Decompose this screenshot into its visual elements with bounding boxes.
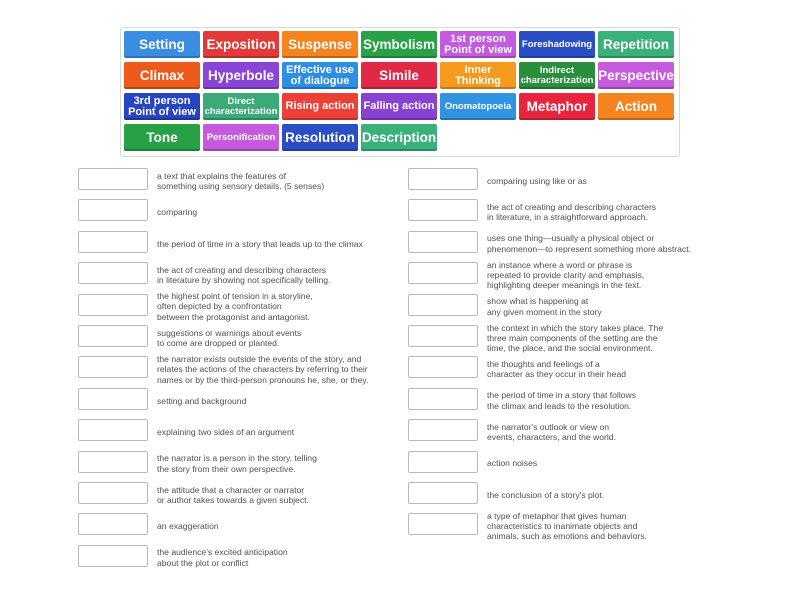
word-bank [120, 27, 680, 157]
clue-text: the context in which the story takes place. The three main components of the setting are the time, the place, and the social environment. [487, 322, 664, 354]
clue-text: explaining two sides of an argument [157, 426, 295, 437]
drop-slot[interactable] [78, 545, 148, 567]
drop-slot[interactable] [78, 325, 148, 347]
clue-text: the narrator is a person in the story, telling the story from their own perspective. [157, 453, 317, 474]
drop-slot[interactable] [408, 356, 478, 378]
clue-text: the highest point of tension in a storyline, often depicted by a confrontation between the protagonist and antagonist. [157, 291, 313, 322]
clue-row [78, 262, 408, 293]
clue-text: a type of metaphor that gives human characteristics to inanimate objects and animals, such as emotions and behaviors. [487, 510, 648, 542]
clue-text: a text that explains the features of something using sensory details. (5 senses) [157, 170, 325, 191]
answer-tile[interactable]: Tone [124, 124, 200, 151]
answer-tile[interactable]: Setting [124, 31, 200, 58]
drop-slot[interactable] [78, 199, 148, 221]
clue-row [408, 482, 738, 513]
drop-slot[interactable] [408, 199, 478, 221]
clue-row [78, 325, 408, 356]
drop-slot[interactable] [78, 451, 148, 473]
clue-text: the narrator's outlook or view on events, characters, and the world. [487, 421, 616, 443]
clue-row [78, 168, 408, 199]
drop-slot[interactable] [408, 513, 478, 535]
clue-row [408, 510, 738, 544]
drop-slot[interactable] [78, 294, 148, 316]
drop-slot[interactable] [408, 419, 478, 441]
clue-text: an exaggeration [157, 521, 219, 532]
clue-text: show what is happening at any given moment in the story [487, 296, 602, 317]
clue-row [78, 199, 408, 230]
clue-row [78, 451, 408, 482]
answer-tile[interactable]: Metaphor [519, 93, 595, 120]
answer-tile[interactable]: Personification [203, 124, 279, 151]
answer-tile[interactable]: Indirect characterization [519, 62, 595, 89]
clue-text: the period of time in a story that leads up to the climax [157, 238, 363, 249]
answer-tile[interactable]: Perspective [598, 62, 674, 89]
answer-tile[interactable]: 1st person Point of view [440, 31, 516, 58]
drop-slot[interactable] [78, 482, 148, 504]
answer-tile[interactable]: Description [361, 124, 437, 151]
clue-row [408, 451, 738, 482]
drop-slot[interactable] [408, 262, 478, 284]
answer-tile[interactable]: Simile [361, 62, 437, 89]
clue-row [408, 356, 738, 387]
clue-row [78, 482, 408, 513]
answer-tile[interactable]: Onomatopoeia [440, 93, 516, 120]
drop-slot[interactable] [408, 168, 478, 190]
clue-text: the act of creating and describing characters in literature, in a straightforward approach. [487, 202, 657, 223]
clue-row [78, 388, 408, 419]
clue-row [78, 291, 408, 325]
clue-row [408, 231, 738, 262]
drop-slot[interactable] [408, 451, 478, 473]
drop-slot[interactable] [408, 325, 478, 347]
answer-tile[interactable]: 3rd person Point of view [124, 93, 200, 120]
answer-tile[interactable]: Foreshadowing [519, 31, 595, 58]
drop-slot[interactable] [78, 356, 148, 378]
answer-tile[interactable]: Inner Thinking [440, 62, 516, 89]
clue-row [78, 419, 408, 450]
drop-slot[interactable] [408, 294, 478, 316]
clue-text: the act of creating and describing characters in literature by showing not specifically telling. [157, 264, 331, 286]
clue-row [78, 513, 408, 544]
clue-text: suggestions or warnings about events to come are dropped or planted. [157, 327, 302, 348]
clue-row [78, 545, 408, 576]
answer-tile[interactable]: Falling action [361, 93, 437, 120]
drop-slot[interactable] [408, 482, 478, 504]
clue-text: the period of time in a story that follows the climax and leads to the resolution. [487, 390, 637, 411]
clue-text: action noises [487, 458, 538, 469]
answer-tile[interactable]: Direct characterization [203, 93, 279, 120]
clue-column-right [408, 168, 738, 545]
clue-row [408, 322, 738, 356]
clue-text: the audience's excited anticipation about the plot or conflict [157, 547, 288, 568]
answer-tile[interactable]: Hyperbole [203, 62, 279, 89]
answer-tile[interactable]: Repetition [598, 31, 674, 58]
clue-text: the narrator exists outside the events of the story, and relates the actions of the characters by referring to their names or by the third-person pronouns he, she, or they. [157, 353, 369, 385]
clue-text: the conclusion of a story's plot. [487, 489, 605, 500]
clue-row [408, 168, 738, 199]
drop-slot[interactable] [408, 388, 478, 410]
clue-row [78, 231, 408, 262]
answer-tile[interactable]: Exposition [203, 31, 279, 58]
answer-tile[interactable]: Rising action [282, 93, 358, 120]
answer-tile[interactable]: Effective use of dialogue [282, 62, 358, 89]
word-bank-tiles [124, 31, 679, 154]
drop-slot[interactable] [78, 388, 148, 410]
clue-text: comparing using like or as [487, 175, 587, 186]
clue-row [408, 388, 738, 419]
drop-slot[interactable] [78, 231, 148, 253]
drop-slot[interactable] [408, 231, 478, 253]
clue-row [78, 353, 408, 387]
clue-row [408, 259, 738, 293]
answer-tile[interactable]: Symbolism [361, 31, 437, 58]
clue-column-left [78, 168, 408, 576]
clue-text: comparing [157, 207, 198, 218]
clue-row [408, 419, 738, 450]
clue-text: the attitude that a character or narrator or author takes towards a given subject. [157, 484, 309, 505]
clue-row [408, 294, 738, 325]
drop-slot[interactable] [78, 513, 148, 535]
answer-tile[interactable]: Climax [124, 62, 200, 89]
drop-slot[interactable] [78, 168, 148, 190]
clue-row [408, 199, 738, 230]
clue-text: an instance where a word or phrase is repeated to provide clarity and emphasis, highlighting deeper meanings in the text. [487, 259, 645, 291]
clue-text: uses one thing—usually a physical object or phenomenon—to represent something more abstract. [487, 233, 691, 254]
answer-tile[interactable]: Resolution [282, 124, 358, 151]
drop-slot[interactable] [78, 419, 148, 441]
drop-slot[interactable] [78, 262, 148, 284]
answer-tile[interactable]: Action [598, 93, 674, 120]
clue-text: the thoughts and feelings of a character as they occur in their head [487, 359, 627, 380]
clue-text: setting and background [157, 395, 247, 406]
answer-tile[interactable]: Suspense [282, 31, 358, 58]
